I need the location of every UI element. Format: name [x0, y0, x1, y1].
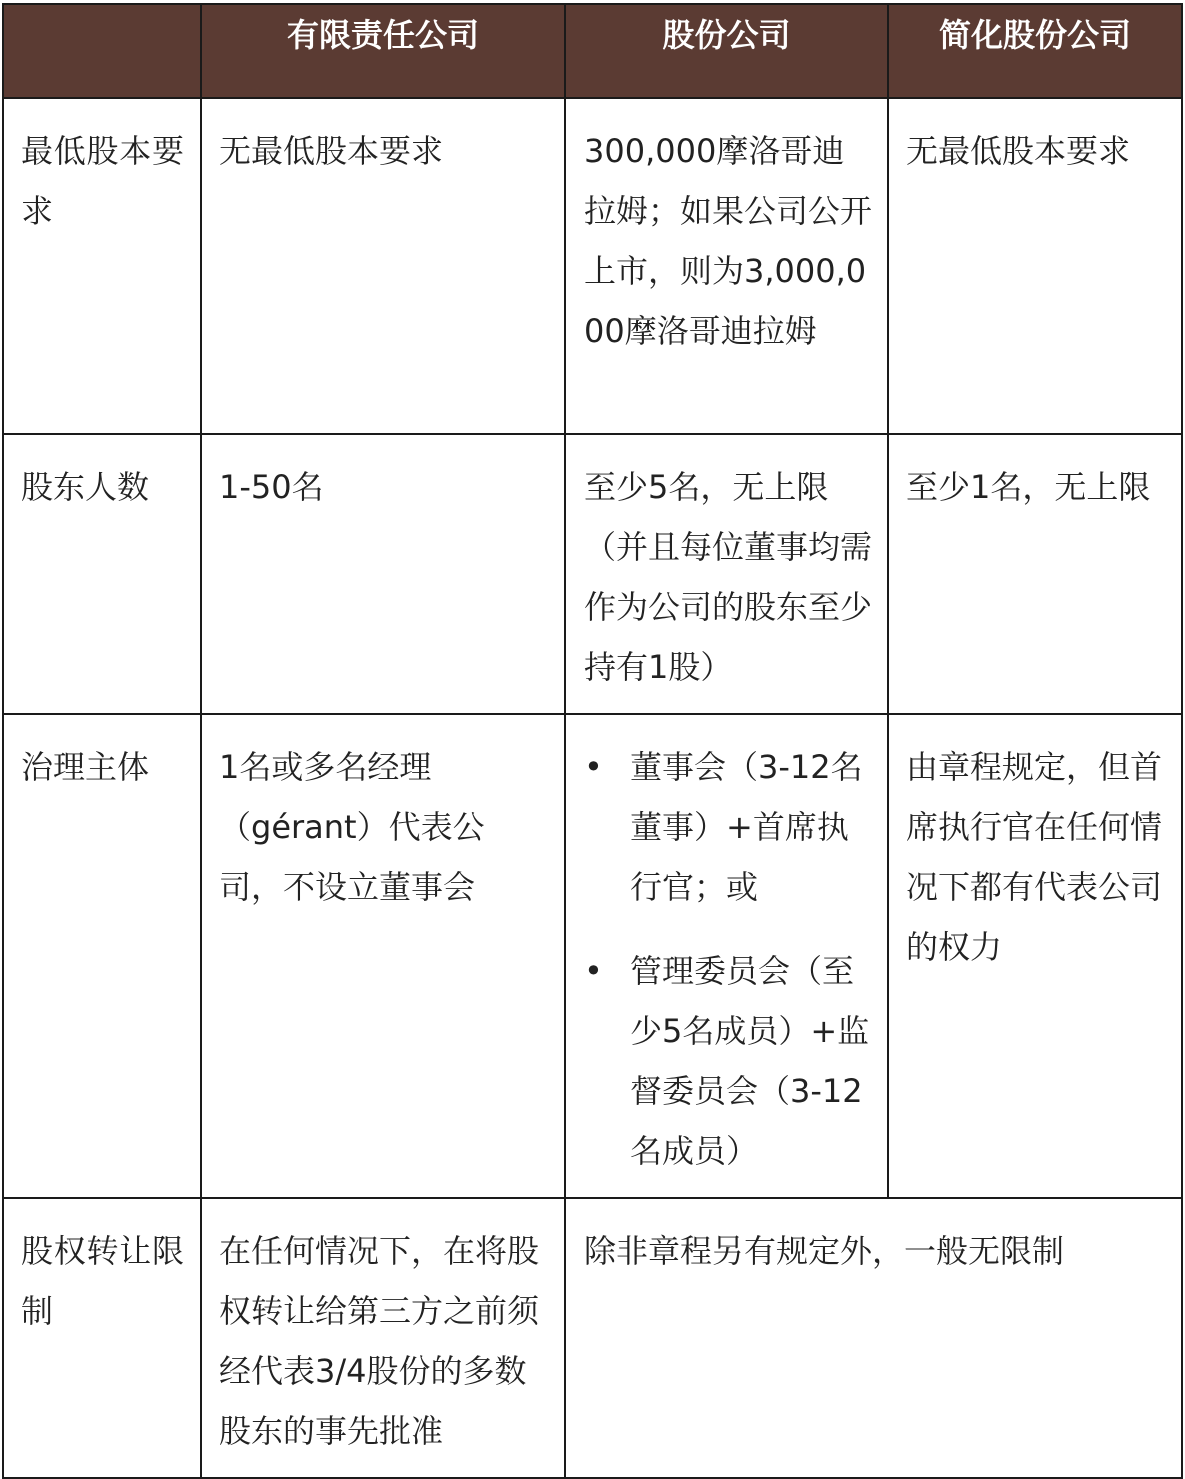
cell-text: 1-50名 [219, 468, 324, 506]
header-empty [3, 4, 201, 98]
table-row [3, 714, 1182, 1198]
header-sas: 简化股份公司 [888, 4, 1182, 98]
row-label: 最低股本要求 [21, 132, 184, 230]
row-label: 股权转让限制 [21, 1232, 184, 1330]
cell-text: 由章程规定，但首席执行官在任何情况下都有代表公司的权力 [906, 748, 1163, 966]
sas-cell [888, 714, 1182, 1198]
governance-list [584, 737, 873, 1181]
cell-text: 无最低股本要求 [906, 132, 1131, 170]
cell-text: 1名或多名经理（gérant）代表公司，不设立董事会 [219, 748, 485, 906]
bullet-icon: • [584, 748, 603, 786]
row-label-cell [3, 434, 201, 714]
bullet-icon: • [584, 952, 603, 990]
sarl-cell [201, 434, 565, 714]
list-item-text: 管理委员会（至少5名成员）+监督委员会（3-12名成员） [630, 952, 870, 1170]
row-label: 治理主体 [21, 748, 150, 786]
cell-text: 至少1名，无上限 [906, 468, 1151, 506]
sa-cell [565, 714, 888, 1198]
table-row [3, 1198, 1182, 1478]
header-row [3, 4, 1182, 98]
header-sa: 股份公司 [565, 4, 888, 98]
cell-text: 在任何情况下，在将股权转让给第三方之前须经代表3/4股份的多数股东的事先批准 [219, 1232, 540, 1450]
cell-text: 至少5名，无上限（并且每位董事均需作为公司的股东至少持有1股） [584, 468, 873, 686]
comparison-table [2, 3, 1183, 1479]
cell-text: 除非章程另有规定外，一般无限制 [584, 1232, 1065, 1270]
row-label: 股东人数 [21, 468, 150, 506]
sas-cell [888, 434, 1182, 714]
list-item-text: 董事会（3-12名董事）+首席执行官；或 [630, 748, 863, 906]
table-row [3, 434, 1182, 714]
cell-text: 300,000摩洛哥迪拉姆；如果公司公开上市，则为3,000,000摩洛哥迪拉姆 [584, 132, 873, 350]
sarl-cell [201, 714, 565, 1198]
row-label-cell [3, 714, 201, 1198]
row-label-cell [3, 98, 201, 434]
header-sarl: 有限责任公司 [201, 4, 565, 98]
cell-text: 无最低股本要求 [219, 132, 444, 170]
sa-sas-merged-cell [565, 1198, 1182, 1478]
sarl-cell [201, 98, 565, 434]
list-item [584, 737, 873, 917]
sa-cell [565, 98, 888, 434]
table-row [3, 98, 1182, 434]
sa-cell [565, 434, 888, 714]
row-label-cell [3, 1198, 201, 1478]
sarl-cell [201, 1198, 565, 1478]
list-item [584, 941, 873, 1181]
sas-cell [888, 98, 1182, 434]
